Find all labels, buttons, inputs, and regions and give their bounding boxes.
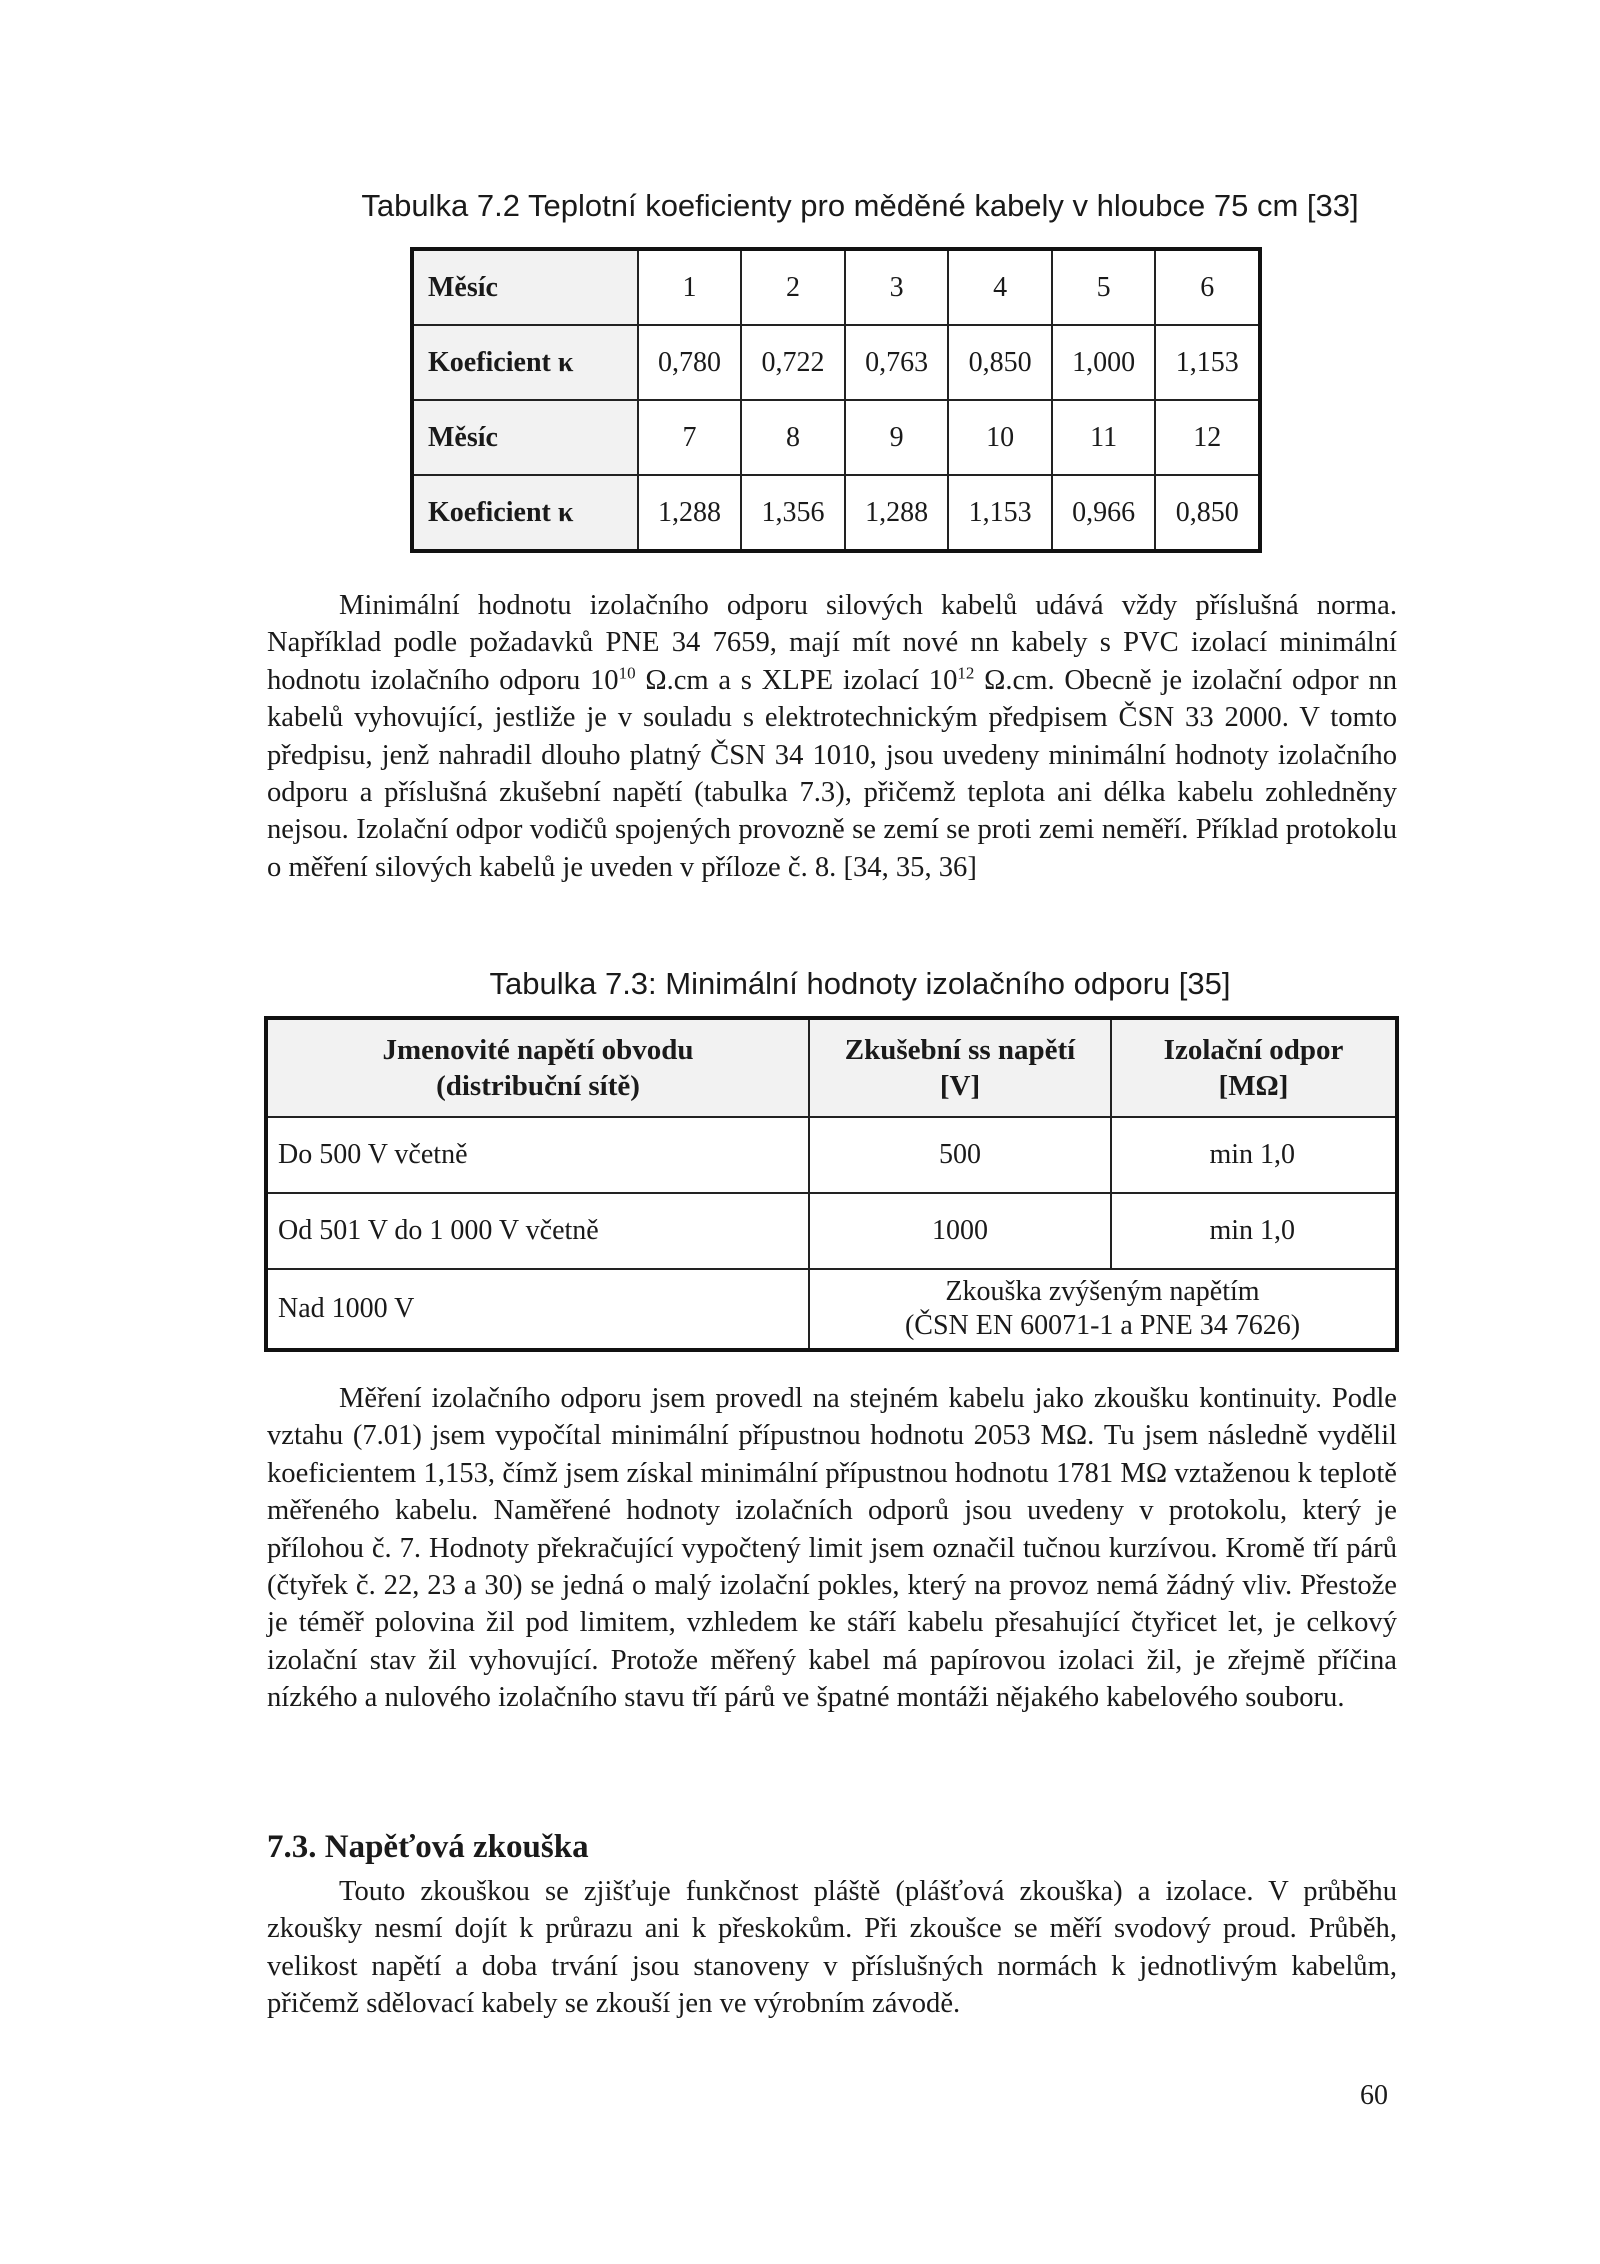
cell-voltage: 1000 xyxy=(809,1193,1111,1269)
paragraph-measurement: Měření izolačního odporu jsem provedl na stejném kabelu jako zkoušku kontinuity. Podle vztahu (7.01) jsem vypočítal minimální přípustnou hodnotu 2053 MΩ. Tu jsem následně vydělil koeficientem 1,153, čímž jsem získal minimální přípustnou hodnotu 1781 MΩ vztaženou k teplotě měřeného kabelu. Naměřené hodnoty izolačních odporů jsou uvedeny v protokolu, který je přílohou č. 7. Hodnoty překračující vypočtený limit jsem označil tučnou kurzívou. Kromě tří párů (čtyřek č. 22, 23 a 30) se jedná o malý izolační pokles, který na provoz nemá žádný vliv. Přestože je téměř polovina žil pod limitem, vzhledem ke stáří kabelu přesahující čtyřicet let, je celkový izolační stav žil vyhovující. Protože měřený kabel má papírovou izolaci žil, je zřejmě příčina nízkého a nulového izolačního stavu tří párů ve špatné montáži nějakého kabelového souboru. xyxy=(267,1383,1397,1714)
table-cell: 0,966 xyxy=(1052,475,1156,551)
table-cell: 7 xyxy=(638,400,742,475)
table-cell: 5 xyxy=(1052,249,1156,325)
table-7-2 xyxy=(410,247,1262,553)
cell-circuit: Nad 1000 V xyxy=(266,1269,809,1350)
table-7-3 xyxy=(264,1016,1399,1352)
table-row xyxy=(412,249,1260,325)
table-cell: 0,763 xyxy=(845,325,949,400)
paragraph-text: Ω.cm. Obecně je izolační odpor nn kabelů vyhovující, jestliže je v souladu s elektrotechnickým předpisem ČSN 33 2000. V tomto předpisu, jenž nahradil dlouho platný ČSN 34 1010, jsou uvedeny minimální hodnoty izolačního odporu a příslušná zkušební napětí (tabulka 7.3), přičemž teplota ani délka kabelu zohledněny nejsou. Izolační odpor vodičů spojených provozně se zemí se proti zemi neměří. Příklad protokolu o měření silových kabelů je uveden v příloze č. 8. [34, 35, 36] xyxy=(267,664,1397,883)
table-cell: 1,288 xyxy=(845,475,949,551)
table-cell: 10 xyxy=(948,400,1052,475)
table-cell: 6 xyxy=(1155,249,1260,325)
cell-voltage: 500 xyxy=(809,1117,1111,1193)
page-number: 60 xyxy=(1360,2080,1388,2111)
table-header-row xyxy=(266,1018,1397,1117)
table-cell: 1,356 xyxy=(741,475,845,551)
table-cell: 12 xyxy=(1155,400,1260,475)
cell-resistance: min 1,0 xyxy=(1111,1193,1397,1269)
header-test-voltage: Zkušební ss napětí [V] xyxy=(809,1018,1111,1117)
header-insulation-resistance: Izolační odpor [MΩ] xyxy=(1111,1018,1397,1117)
table-cell: 11 xyxy=(1052,400,1156,475)
table-row xyxy=(412,400,1260,475)
paragraph-voltage-test: Touto zkouškou se zjišťuje funkčnost pláště (plášťová zkouška) a izolace. V průběhu zkoušky nesmí dojít k průrazu ani k přeskokům. Při zkoušce se měří svodový proud. Průběh, velikost napětí a doba trvání jsou stanoveny v příslušných normách k jednotlivým kabelům, přičemž sdělovací kabely se zkouší jen ve výrobním závodě. xyxy=(267,1876,1397,2020)
table-cell: 3 xyxy=(845,249,949,325)
row-label: Měsíc xyxy=(412,400,638,475)
table-cell: 4 xyxy=(948,249,1052,325)
table-cell: 1,288 xyxy=(638,475,742,551)
table-cell: 1 xyxy=(638,249,742,325)
row-label: Koeficient κ xyxy=(412,325,638,400)
row-label: Koeficient κ xyxy=(412,475,638,551)
exponent: 10 xyxy=(618,663,636,683)
paragraph-insulation-norm xyxy=(267,587,1397,886)
header-circuit-voltage: Jmenovité napětí obvodu (distribuční sítě) xyxy=(266,1018,809,1117)
table-7-2-caption: Tabulka 7.2 Teplotní koeficienty pro měděné kabely v hloubce 75 cm [33] xyxy=(361,188,1359,223)
table-row xyxy=(412,325,1260,400)
table-7-3-caption: Tabulka 7.3: Minimální hodnoty izolačního odporu [35] xyxy=(489,966,1231,1001)
table-cell: 0,850 xyxy=(948,325,1052,400)
table-cell: 1,000 xyxy=(1052,325,1156,400)
table-row xyxy=(266,1117,1397,1193)
paragraph-text: Ω.cm a s XLPE izolací 10 xyxy=(635,664,958,696)
cell-resistance: min 1,0 xyxy=(1111,1117,1397,1193)
table-cell: 2 xyxy=(741,249,845,325)
table-row xyxy=(266,1193,1397,1269)
table-cell: 0,850 xyxy=(1155,475,1260,551)
cell-high-voltage-test: Zkouška zvýšeným napětím (ČSN EN 60071-1 a PNE 34 7626) xyxy=(809,1269,1397,1350)
table-row xyxy=(412,475,1260,551)
section-heading: 7.3. Napěťová zkouška xyxy=(267,1829,589,1865)
table-cell: 8 xyxy=(741,400,845,475)
table-cell: 0,780 xyxy=(638,325,742,400)
table-cell: 9 xyxy=(845,400,949,475)
paragraph-text: Minimální hodnotu izolačního odporu silových kabelů udává vždy příslušná norma. Například podle požadavků PNE 34 7659, mají mít nové nn kabely s PVC izolací minimální hodnotu izolačního odporu 10 xyxy=(267,590,1397,696)
table-cell: 1,153 xyxy=(1155,325,1260,400)
table-row xyxy=(266,1269,1397,1350)
cell-circuit: Od 501 V do 1 000 V včetně xyxy=(266,1193,809,1269)
row-label: Měsíc xyxy=(412,249,638,325)
table-cell: 0,722 xyxy=(741,325,845,400)
cell-circuit: Do 500 V včetně xyxy=(266,1117,809,1193)
table-cell: 1,153 xyxy=(948,475,1052,551)
exponent: 12 xyxy=(957,663,975,683)
